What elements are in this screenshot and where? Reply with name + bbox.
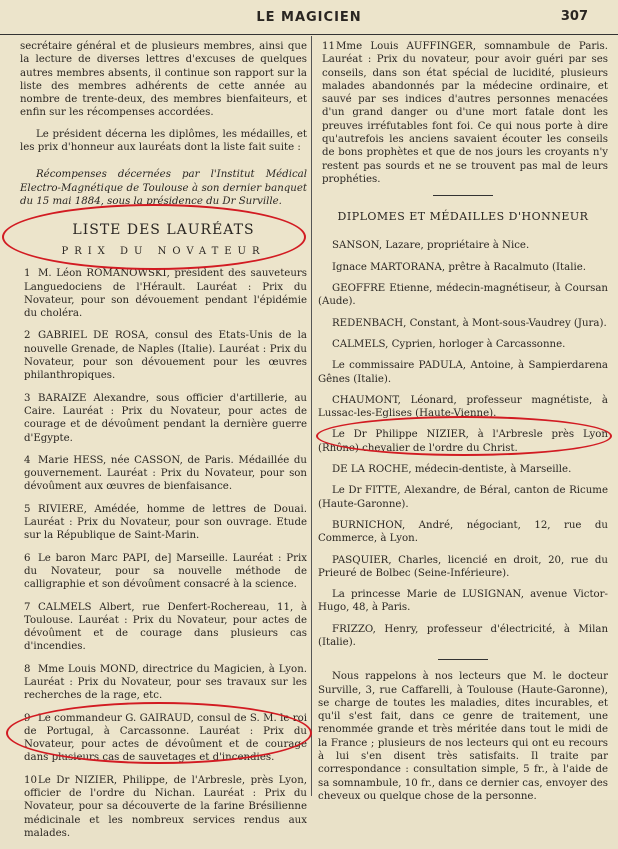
laureate-entry: 7 CALMELS Albert, rue Denfert-Rochereau, 11, à Toulouse. Lauréat : Prix du Novateur, pour actes de dévoûment et de courage dans plusieurs cas d'incendies. <box>24 601 307 653</box>
president-paragraph: Le président décerna les diplômes, les médailles, et les prix d'honneur aux lauréats dont la liste fait suite : <box>20 128 307 154</box>
page-number: 307 <box>560 9 588 24</box>
medals-heading: DIPLOMES ET MÉDAILLES D'HONNEUR <box>337 210 589 224</box>
laureate-entry: 4 Marie HESS, née CASSON, de Paris. Médaillée du gouvernement. Lauréat : Prix du Novateur, pour son dévoûment aux œuvres de bienfaisance. <box>24 454 307 493</box>
intro-paragraph: secrétaire général et de plusieurs membres, ainsi que la lecture de diverses lettres d'excuses de quelques autres membres absents, il continue son rapport sur la liste des membres adhérents de cette année au nombre de trente-deux, des membres bienfaiteurs, et enfin sur les récompenses accordées. <box>20 41 307 119</box>
laureate-entry: 9 Le commandeur G. GAIRAUD, consul de S. M. le roi de Portugal, à Carcassonne. Lauréat : Prix du Novateur, pour actes de dévoûment et de courage dans plusieurs cas de sauvetages et d'incendies. <box>24 712 307 764</box>
laureate-entry: 10Le Dr NIZIER, Philippe, de l'Arbresle, près Lyon, officier de l'ordre du Nichan. Lauréat : Prix du Novateur, pour sa découverte de la farine Brésilienne médicinale et les nombreux services rendus aux malades. <box>24 774 307 839</box>
medal-item: FRIZZO, Henry, professeur d'électricité, à Milan (Italie). <box>318 623 608 648</box>
left-column <box>20 40 307 849</box>
medal-item: Le Dr FITTE, Alexandre, de Béral, canton de Ricume (Haute-Garonne). <box>318 485 608 510</box>
medal-item: Ignace MARTORANA, prêtre à Racalmuto (Italie. <box>332 261 586 273</box>
medal-item: Le commissaire PADULA, Antoine, à Sampierdarena Gênes (Italie). <box>318 360 608 385</box>
laureate-entry: 6 Le baron Marc PAPI, de] Marseille. Lauréat : Prix du Novateur, pour sa nouvelle méthode de calligraphie et son dévoûment consacré à la science. <box>24 552 307 591</box>
laureate-entry: 8 Mme Louis MOND, directrice du Magicien, à Lyon. Lauréat : Prix du Novateur, pour ses travaux sur les recherches de la rage, etc. <box>24 663 307 702</box>
running-title: LE MAGICIEN <box>256 10 362 25</box>
medal-item: DE LA ROCHE, médecin-dentiste, à Marseille. <box>332 464 572 476</box>
section-rule <box>438 659 488 660</box>
laureate-entry: 11Mme Louis AUFFINGER, somnambule de Paris. Lauréat : Prix du novateur, pour avoir guéri par ses conseils, dans son état spécial de lucidité, plusieurs malades abandonnés par la médecine ordinaire, et sauvé par ses indices d'autres personnes menacées d'un grand danger ou d'une mort fatale dont les preuves irréfutables font foi. Ce qui nous porte à dire qu'autrefois les anciens savaient écouter les conseils de bons prophètes et que de nos jours les croyants n'y restent pas sourds et ne se trouvent pas mal de leurs prophéties. <box>322 41 608 185</box>
section-rule <box>433 195 493 196</box>
laureate-entry: 2 GABRIEL DE ROSA, consul des Etats-Unis de la nouvelle Grenade, de Naples (Italie). Lauréat : Prix du Novateur, pour son dévouement pour les œuvres philanthropiques. <box>24 330 307 382</box>
medal-item: La princesse Marie de LUSIGNAN, avenue Victor-Hugo, 48, à Paris. <box>318 589 608 614</box>
awards-note: Récompenses décernées par l'Institut Médical Electro-Magnétique de Toulouse à son dernier banquet du 15 mai 1884, sous la présidence du Dr Surville. <box>20 169 307 207</box>
page-header <box>0 0 618 35</box>
medal-item: CALMELS, Cyprien, horloger à Carcassonne. <box>332 338 566 350</box>
medal-item: BURNICHON, André, négociant, 12, rue du Commerce, à Lyon. <box>318 519 608 545</box>
medal-item: GEOFFRE Etienne, médecin-magnétiseur, à Coursan (Aude). <box>318 283 608 308</box>
surville-notice <box>318 670 608 803</box>
medal-item: REDENBACH, Constant, à Mont-sous-Vaudrey (Jura). <box>332 317 607 329</box>
column-divider <box>311 36 312 796</box>
medal-item: CHAUMONT, Léonard, professeur magnétiste, à Lussac-les-Eglises (Haute-Vienne). <box>318 394 608 420</box>
laureate-entry: 1 M. Léon ROMANOWSKI, président des sauveteurs Languedociens de l'Hérault. Lauréat : Prix du Novateur, pour son dévouement pendant l'épidémie du choléra. <box>24 268 307 320</box>
laureate-entry: 3 BARAIZE Alexandre, sous officier d'artillerie, au Caire. Lauréat : Prix du Novateur, pour actes de courage et de dévoûment pendant la dernière guerre d'Egypte. <box>24 392 307 444</box>
prize-title: PRIX DU NOVATEUR <box>61 246 266 258</box>
right-column <box>318 40 608 803</box>
laureate-entry: 5 RIVIERE, Amédée, homme de lettres de Douai. Lauréat : Prix du Novateur, pour son ouvrage. Etude sur la République de Saint-Marin. <box>24 503 307 542</box>
medal-item: PASQUIER, Charles, licencié en droit, 20, rue du Prieuré de Bolbec (Seine-Inférieure). <box>318 554 608 579</box>
medal-item: Le Dr Philippe NIZIER, à l'Arbresle près Lyon (Rhône) chevalier de l'ordre du Christ. <box>318 429 608 454</box>
notice-text: Nous rappelons à nos lecteurs que M. le docteur Surville, 3, rue Caffarelli, à Toulouse (Haute-Garonne), se charge de toutes les maladies, dites incurables, et qu'il s'est fait, dans ce genre de traitement, une renommée grande et très méritée dans tout le midi de la France ; plusieurs de nos lecteurs qui ont eu recours à lui s'en disent très satisfaits. Il traite par correspondance : consultation simple, 5 fr., à l'aide de sa somnambule, 10 fr., dans ce dernier cas, envoyer des cheveux ou quelque chose de la personne. <box>318 671 608 802</box>
list-title: LISTE DES LAURÉATS <box>72 222 255 239</box>
medal-item: SANSON, Lazare, propriétaire à Nice. <box>332 240 530 252</box>
